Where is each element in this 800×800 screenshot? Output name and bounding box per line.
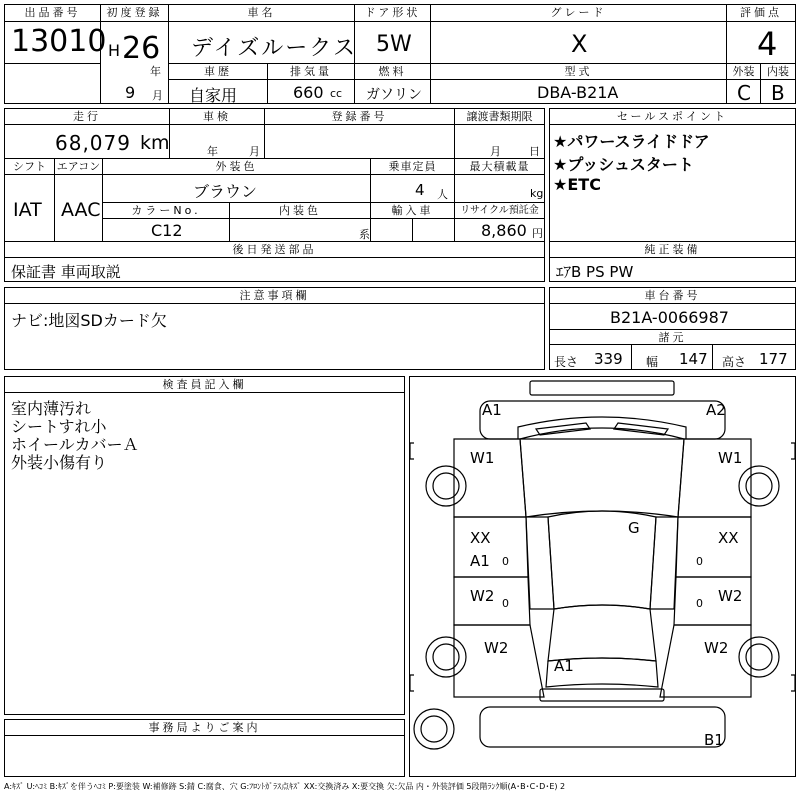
equipment-panel bbox=[549, 241, 796, 282]
reg-no-cell bbox=[265, 125, 455, 159]
inspector-note: 外装小傷有り bbox=[11, 453, 108, 472]
sales-points-label: セールスポイント bbox=[550, 109, 795, 125]
mark-zero-right-door: 0 bbox=[696, 555, 703, 568]
dims-label: 諸元 bbox=[550, 330, 795, 345]
mark-w1-right: W1 bbox=[718, 449, 743, 467]
sales-point-item: ★プッシュスタート bbox=[553, 155, 694, 174]
interior-label: 内装 bbox=[761, 64, 795, 80]
ac-label: エアコン bbox=[55, 159, 103, 175]
score: 4 bbox=[757, 25, 778, 63]
displacement-unit: cc bbox=[330, 87, 343, 100]
chassis-panel bbox=[549, 287, 796, 370]
sales-point-item: ★パワースライドドア bbox=[553, 132, 710, 151]
interior-color-label: 内装色 bbox=[230, 203, 371, 219]
mark-a1-rear: A1 bbox=[554, 657, 574, 675]
mark-zero-right-rear: 0 bbox=[696, 597, 703, 610]
exterior-label: 外装 bbox=[727, 64, 761, 80]
length-label: 長さ bbox=[554, 355, 579, 369]
color-no-label: カラーNo. bbox=[103, 203, 230, 219]
transfer-day-unit: 日 bbox=[529, 145, 540, 158]
transfer-label: 譲渡書類期限 bbox=[455, 109, 544, 125]
score-label: 評価点 bbox=[727, 5, 795, 22]
month-unit: 月 bbox=[152, 89, 163, 102]
inspection-month-unit: 月 bbox=[249, 145, 260, 158]
inspection-label: 車検 bbox=[170, 109, 265, 125]
inspector-panel bbox=[4, 376, 405, 715]
later-parts: 保証書 車両取説 bbox=[11, 263, 121, 281]
model: DBA-B21A bbox=[537, 83, 619, 102]
mark-w1-left: W1 bbox=[470, 449, 495, 467]
inspection-year-unit: 年 bbox=[207, 145, 218, 158]
reg-year: 26 bbox=[122, 31, 161, 66]
lot-blank-cell bbox=[5, 64, 101, 103]
mileage-label: 走行 bbox=[5, 109, 170, 125]
transfer-month-unit: 月 bbox=[490, 145, 501, 158]
car-name: デイズルークス bbox=[191, 36, 358, 61]
height-label: 高さ bbox=[722, 355, 747, 369]
mark-zero-left-rear: 0 bbox=[502, 597, 509, 610]
inspector-note: ホイールカバーＡ bbox=[11, 435, 139, 454]
specs-panel bbox=[4, 108, 545, 242]
history: 自家用 bbox=[189, 86, 238, 105]
era: H bbox=[108, 41, 121, 60]
width-label: 幅 bbox=[646, 355, 659, 369]
fuel-label: 燃料 bbox=[355, 64, 431, 80]
model-label: 型式 bbox=[431, 64, 727, 80]
grade-label: グレード bbox=[431, 5, 727, 22]
inspector-label: 検査員記入欄 bbox=[5, 377, 404, 393]
import-label: 輸入車 bbox=[371, 203, 455, 219]
grade: X bbox=[571, 30, 588, 58]
notes: ナビ:地図SDカード欠 bbox=[11, 311, 167, 330]
mark-g-roof: G bbox=[628, 519, 640, 537]
displacement-label: 排気量 bbox=[268, 64, 355, 80]
door-type: 5W bbox=[376, 32, 412, 57]
recycle-unit: 円 bbox=[532, 227, 543, 240]
mileage-unit: km bbox=[140, 132, 170, 154]
width: 147 bbox=[679, 350, 708, 368]
displacement: 660 bbox=[293, 83, 324, 102]
recycle-label: リサイクル預託金 bbox=[455, 203, 544, 219]
sales-point-item: ★ETC bbox=[553, 175, 601, 194]
mark-w2-left-door: W2 bbox=[470, 587, 495, 605]
inspector-note: シートすれ小 bbox=[11, 417, 107, 436]
mark-zero-left-door: 0 bbox=[502, 555, 509, 568]
capacity-unit: 人 bbox=[437, 188, 448, 201]
mark-xx-left: XX bbox=[470, 529, 491, 547]
damage-diagram-panel bbox=[409, 376, 796, 777]
capacity: 4 bbox=[415, 181, 425, 199]
load-label: 最大積載量 bbox=[455, 159, 544, 175]
year-unit: 年 bbox=[150, 65, 161, 78]
mark-xx-right: XX bbox=[718, 529, 739, 547]
chassis-number: B21A-0066987 bbox=[610, 308, 729, 327]
door-label: ドア形状 bbox=[355, 5, 431, 22]
mark-b1-rear: B1 bbox=[704, 731, 724, 749]
exterior-color: ブラウン bbox=[193, 182, 258, 201]
first-reg-label: 初度登録 bbox=[101, 5, 169, 22]
interior-color-unit: 系 bbox=[359, 228, 370, 241]
office-label: 事務局よりご案内 bbox=[5, 720, 404, 736]
import-cell-b bbox=[413, 219, 455, 241]
interior-color-cell bbox=[230, 219, 371, 241]
inspector-note: 室内薄汚れ bbox=[11, 399, 92, 418]
length: 339 bbox=[594, 350, 623, 368]
mark-w2-right-door: W2 bbox=[718, 587, 743, 605]
lot-number: 13010 bbox=[11, 24, 107, 59]
chassis-label: 車台番号 bbox=[550, 288, 795, 304]
exterior-score: C bbox=[737, 81, 751, 105]
equipment-label: 純正装備 bbox=[550, 242, 795, 258]
car-name-label: 車名 bbox=[169, 5, 355, 22]
history-label: 車歴 bbox=[169, 64, 268, 80]
later-parts-label: 後日発送部品 bbox=[5, 242, 544, 258]
equipment: ｴｱB PS PW bbox=[556, 263, 634, 281]
mark-w2-right-rear: W2 bbox=[704, 639, 729, 657]
later-parts-panel bbox=[4, 241, 545, 282]
sales-points-panel bbox=[549, 108, 796, 242]
shift-label: シフト bbox=[5, 159, 55, 175]
load-unit: kg bbox=[530, 187, 544, 200]
reg-no-label: 登録番号 bbox=[265, 109, 455, 125]
import-cell-a bbox=[371, 219, 413, 241]
mark-a1-door: A1 bbox=[470, 552, 490, 570]
header-panel bbox=[4, 4, 796, 104]
office-panel bbox=[4, 719, 405, 777]
height: 177 bbox=[759, 350, 788, 368]
reg-month: 9 bbox=[125, 83, 136, 102]
notes-label: 注意事項欄 bbox=[5, 288, 544, 304]
notes-panel bbox=[4, 287, 545, 370]
capacity-label: 乗車定員 bbox=[371, 159, 455, 175]
mark-a2-front: A2 bbox=[706, 401, 726, 419]
recycle-fee: 8,860 bbox=[481, 221, 527, 240]
legend: A:ｷｽﾞ U:ﾍｺﾐ B:ｷｽﾞを伴うﾍｺﾐ P:要塗装 W:補修跡 S:錆 C:腐食、穴 G:ﾌﾛﾝﾄｶﾞﾗｽ点ｷｽﾞ XX:交換済み X:要交換 欠:欠品 内・外装評価 5段階ﾗﾝｸ順(A･B･C･D･E) 2 bbox=[4, 782, 566, 791]
mileage: 68,079 bbox=[55, 131, 131, 155]
car-diagram bbox=[410, 377, 795, 776]
color-label: 外装色 bbox=[103, 159, 371, 175]
color-no: C12 bbox=[151, 221, 183, 240]
lot-number-label: 出品番号 bbox=[5, 5, 101, 22]
shift: IAT bbox=[13, 199, 42, 221]
mark-w2-left-rear: W2 bbox=[484, 639, 509, 657]
air-conditioner: AAC bbox=[61, 199, 101, 221]
mark-a1-front: A1 bbox=[482, 401, 502, 419]
interior-score: B bbox=[771, 81, 785, 105]
fuel: ガソリン bbox=[366, 87, 422, 103]
